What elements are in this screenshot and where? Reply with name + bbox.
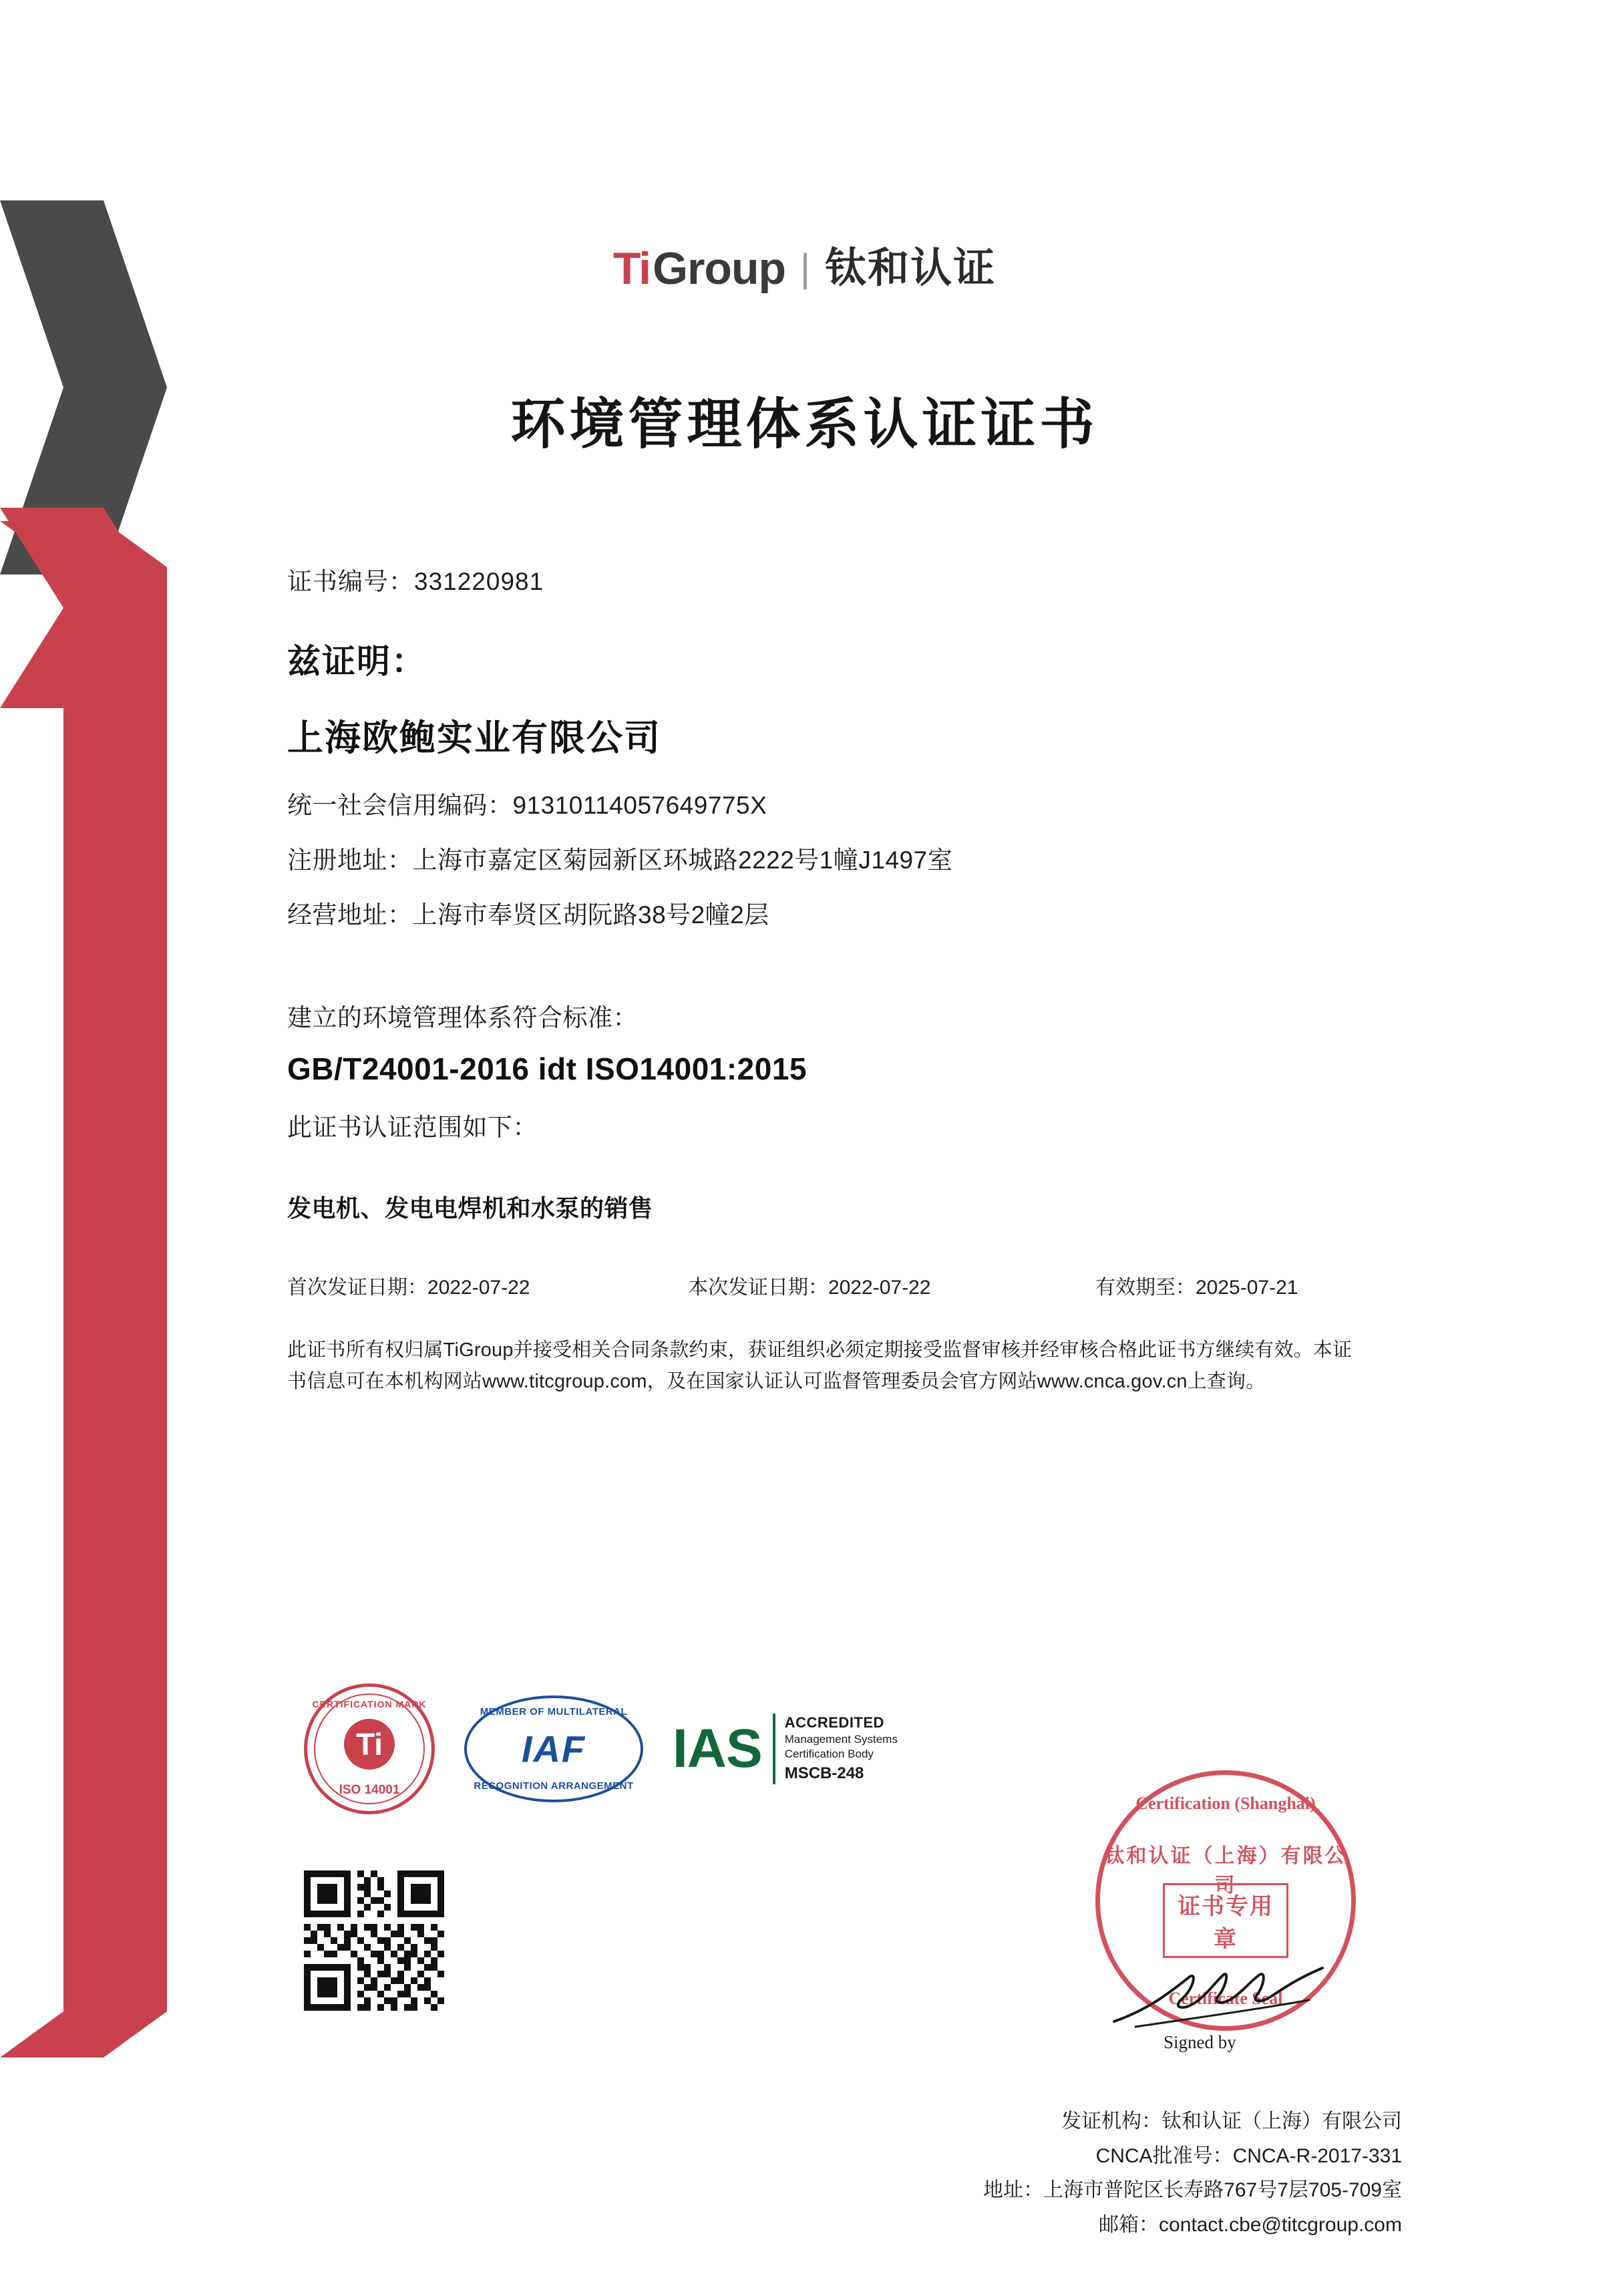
iaf-top-text: MEMBER OF MULTILATERAL bbox=[480, 1706, 628, 1717]
certificate-body bbox=[287, 561, 1383, 1398]
certificate-number: 证书编号：331220981 bbox=[287, 568, 544, 595]
iaf-mark-icon bbox=[464, 1695, 643, 1802]
section-spacer bbox=[287, 949, 1383, 997]
ias-accredited-text: ACCREDITED bbox=[784, 1713, 884, 1731]
seal-arc-top-text: Certification (Shanghai) bbox=[1135, 1794, 1316, 1813]
footer-block bbox=[983, 2104, 1402, 2242]
page-title: 环境管理体系认证证书 bbox=[510, 394, 1099, 455]
seal-center-text: 证书专用章 bbox=[1163, 1883, 1288, 1958]
logo-chinese-text: 钛和认证 bbox=[825, 245, 997, 291]
operating-address: 经营地址：上海市奉贤区胡阮路38号2幢2层 bbox=[287, 901, 769, 929]
ias-line2-text: Certification Body bbox=[784, 1747, 874, 1760]
first-issue-date: 首次发证日期：2022-07-22 bbox=[287, 1277, 530, 1299]
iaf-bottom-text: RECOGNITION ARRANGEMENT bbox=[474, 1780, 634, 1792]
ias-code-text: MSCB-248 bbox=[784, 1764, 864, 1783]
chevron-red-decoration bbox=[0, 521, 167, 2058]
scope-text: 发电机、发电电焊机和水泵的销售 bbox=[287, 1194, 653, 1222]
standard-lead-text: 建立的环境管理体系符合标准： bbox=[287, 1004, 638, 1031]
ias-mark-icon bbox=[673, 1713, 898, 1784]
ias-line1-text: Management Systems bbox=[784, 1732, 898, 1746]
seal-center bbox=[1163, 1883, 1288, 1958]
standard-code: GB/T24001-2016 idt ISO14001:2015 bbox=[287, 1051, 808, 1086]
logo-ti-text: Ti bbox=[612, 243, 651, 294]
seal-ring-chinese-text: 钛和认证（上海）有限公司 bbox=[1104, 1845, 1347, 1897]
hereby-label: 兹证明： bbox=[287, 643, 426, 680]
footer-address: 地址：上海市普陀区长寿路767号7层705-709室 bbox=[983, 2179, 1402, 2202]
footer-email: 邮箱：contact.cbe@titcgroup.com bbox=[1099, 2213, 1402, 2236]
seal-arc-bottom-text: Certificate Seal bbox=[1168, 1989, 1283, 2008]
ias-letters-text: IAS bbox=[673, 1718, 762, 1779]
dates-row bbox=[287, 1271, 1383, 1300]
registered-address: 注册地址：上海市嘉定区菊园新区环城路2222号1幢J1497室 bbox=[287, 846, 953, 874]
logo-separator: | bbox=[800, 247, 811, 290]
ias-text-block bbox=[773, 1713, 898, 1784]
signature-icon bbox=[1109, 1957, 1329, 2037]
iaf-core-text: IAF bbox=[521, 1728, 586, 1770]
qr-code-icon bbox=[304, 1870, 444, 2011]
ti-mark-bottom-text: ISO 14001 bbox=[339, 1783, 400, 1797]
ti-certification-mark-icon bbox=[304, 1683, 435, 1814]
accreditation-marks bbox=[304, 1683, 898, 1814]
logo-group-text: Group bbox=[653, 243, 786, 294]
scope-lead-text: 此证书认证范围如下： bbox=[287, 1114, 538, 1141]
company-name: 上海欧鲍实业有限公司 bbox=[287, 718, 661, 758]
disclaimer-text: 此证书所有权归属TiGroup并接受相关合同条款约束，获证组织必须定期接受监督审核并经审核合格此证书方继续有效。本证书信息可在本机构网站www.titcgroup.com，及在国家认证认可监督管理委员会官方网站www.cnca.gov.cn上查询。 bbox=[287, 1339, 1353, 1392]
current-issue-date: 本次发证日期：2022-07-22 bbox=[688, 1277, 931, 1299]
brand-logo bbox=[0, 243, 1609, 294]
valid-until-date: 有效期至：2025-07-21 bbox=[1095, 1277, 1298, 1299]
ti-mark-core-text: Ti bbox=[344, 1719, 395, 1770]
unified-social-credit-code: 统一社会信用编码：91310114057649775X bbox=[287, 792, 767, 819]
signed-by-label: Signed by bbox=[1164, 2032, 1236, 2052]
footer-cnca-number: CNCA批准号：CNCA-R-2017-331 bbox=[1095, 2144, 1402, 2167]
ti-mark-top-text: CERTIFICATION MARK bbox=[312, 1699, 427, 1709]
footer-issuer: 发证机构：钛和认证（上海）有限公司 bbox=[1061, 2110, 1402, 2132]
